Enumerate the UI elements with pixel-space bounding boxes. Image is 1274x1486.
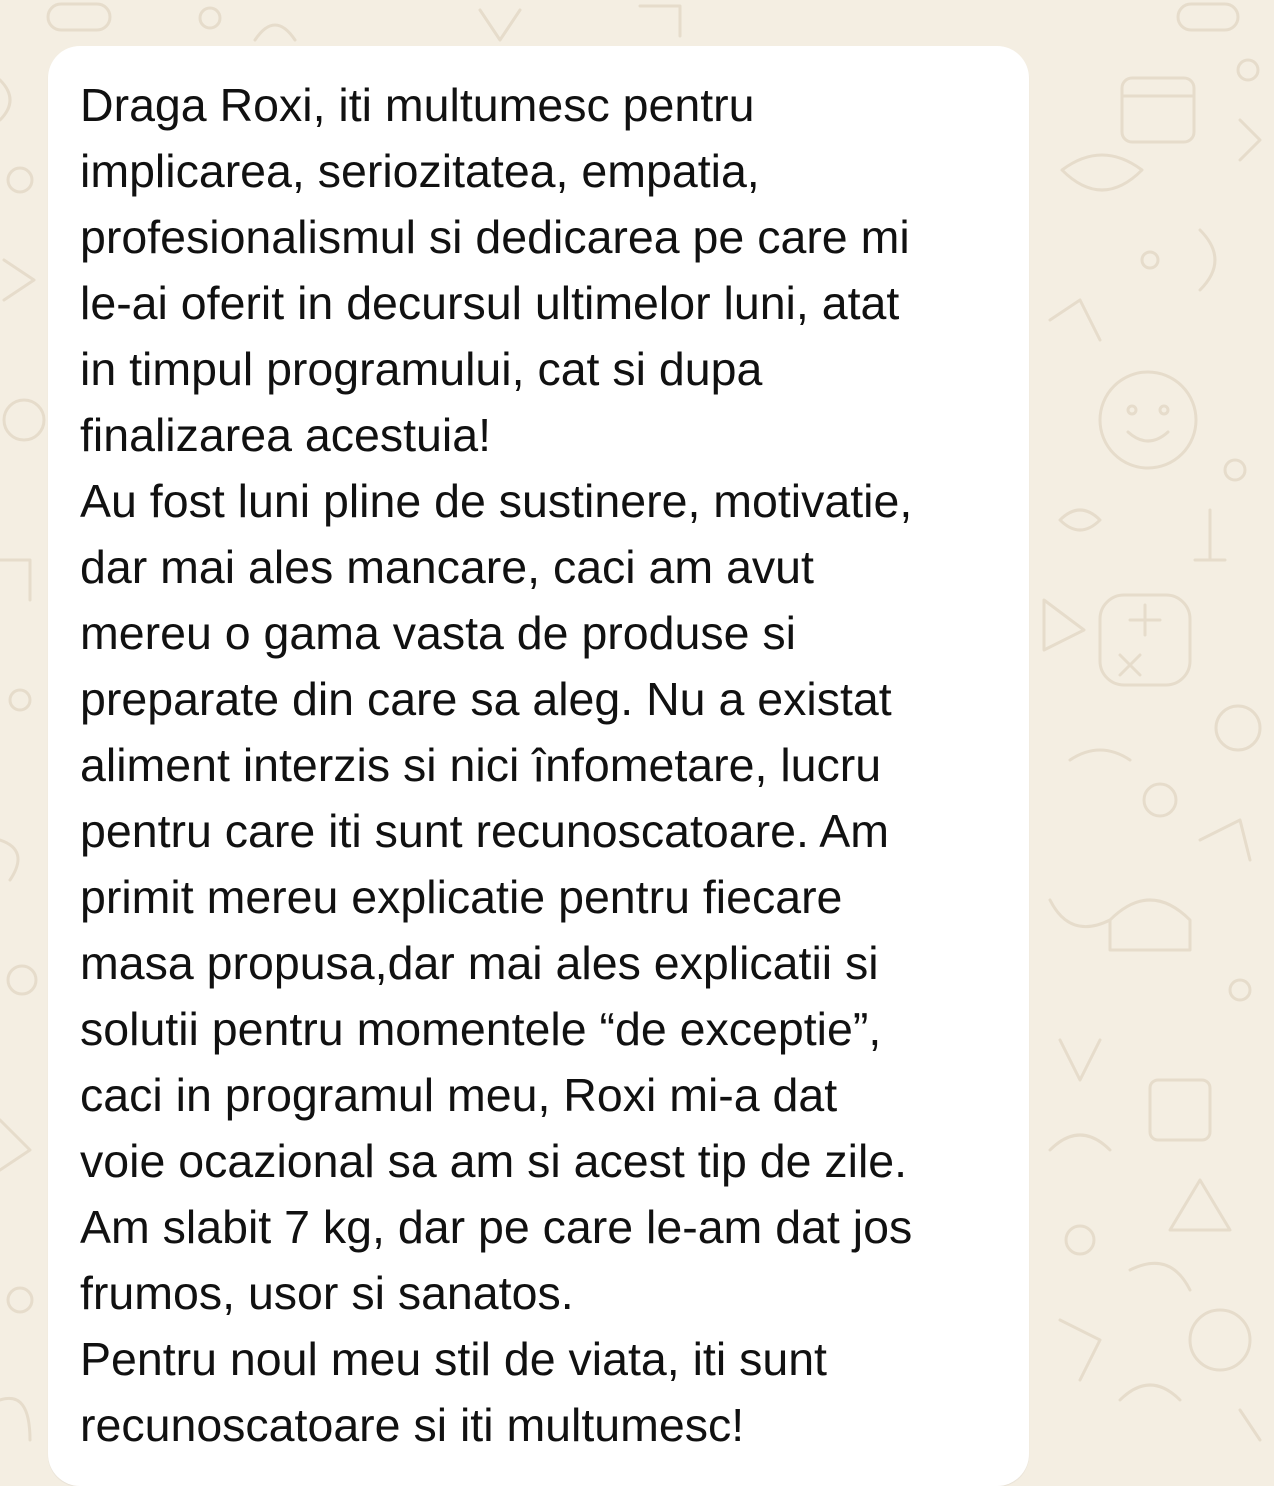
- message-line: solutii pentru momentele “de exceptie”,: [80, 1003, 882, 1055]
- message-line: recunoscatoare si iti multumesc!: [80, 1399, 745, 1451]
- message-line: mereu o gama vasta de produse si: [80, 607, 796, 659]
- message-line: pentru care iti sunt recunoscatoare. Am: [80, 805, 890, 857]
- message-line: aliment interzis si nici înfometare, lucru: [80, 739, 882, 791]
- message-line: in timpul programului, cat si dupa: [80, 343, 763, 395]
- message-line: frumos, usor si sanatos.: [80, 1267, 574, 1319]
- message-line: Am slabit 7 kg, dar pe care le-am dat jos: [80, 1201, 913, 1253]
- message-line: Pentru noul meu stil de viata, iti sunt: [80, 1333, 827, 1385]
- message-line: masa propusa,dar mai ales explicatii si: [80, 937, 879, 989]
- message-line: preparate din care sa aleg. Nu a existat: [80, 673, 892, 725]
- message-line: profesionalismul si dedicarea pe care mi: [80, 211, 910, 263]
- message-line: primit mereu explicatie pentru fiecare: [80, 871, 843, 923]
- message-line: Draga Roxi, iti multumesc pentru: [80, 79, 755, 131]
- message-line: caci in programul meu, Roxi mi-a dat: [80, 1069, 838, 1121]
- message-text: [80, 72, 1009, 1458]
- message-line: finalizarea acestuia!: [80, 409, 491, 461]
- message-line: Au fost luni pline de sustinere, motivatie,: [80, 475, 913, 527]
- message-line: le-ai oferit in decursul ultimelor luni, atat: [80, 277, 900, 329]
- message-line: voie ocazional sa am si acest tip de zile.: [80, 1135, 908, 1187]
- message-line: dar mai ales mancare, caci am avut: [80, 541, 814, 593]
- message-bubble[interactable]: [48, 46, 1029, 1486]
- message-line: implicarea, seriozitatea, empatia,: [80, 145, 760, 197]
